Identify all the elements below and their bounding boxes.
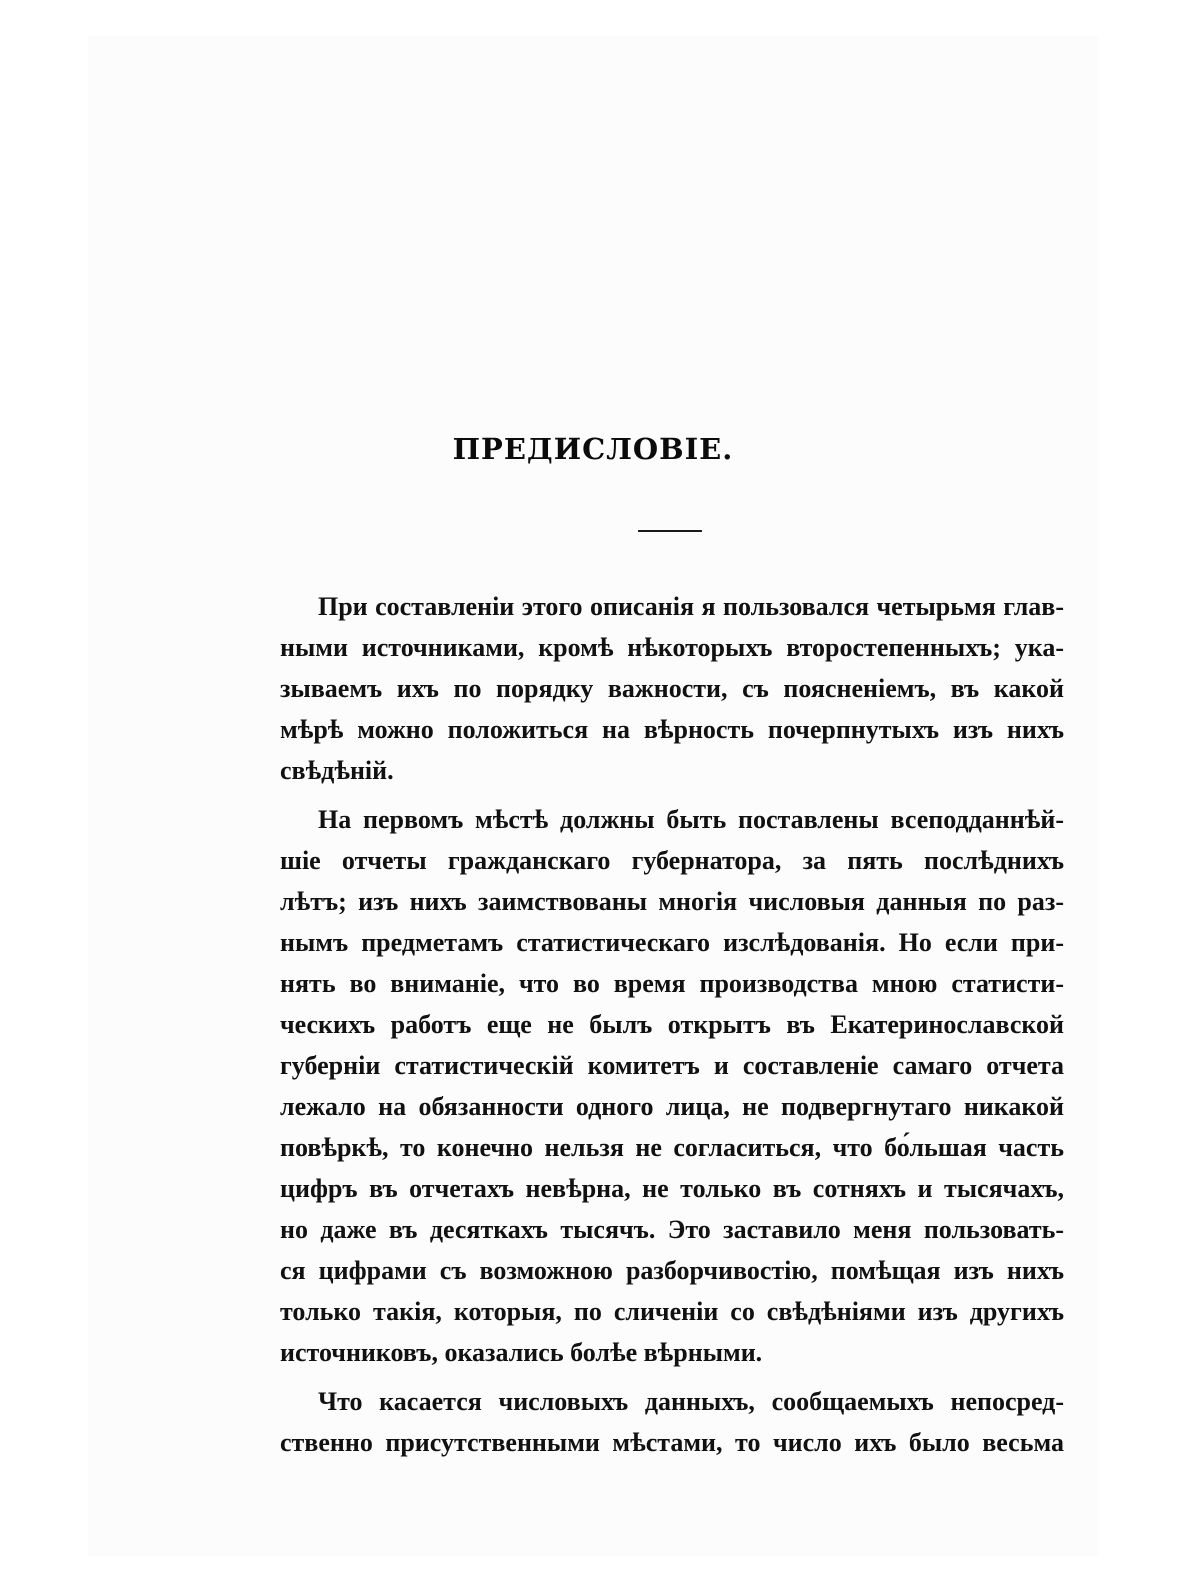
text-line: мѣрѣ можно положиться на вѣрность почерпнутыхъ изъ нихъ — [280, 715, 1064, 744]
body-text — [280, 586, 1064, 1463]
paragraph-gap — [280, 791, 1064, 799]
paragraph-gap — [280, 1373, 1064, 1381]
text-line: нымъ предметамъ статистическаго изслѣдованія. Но если при- — [280, 928, 1064, 957]
text-line: Что касается числовыхъ данныхъ, сообщаемыхъ непосред- — [318, 1387, 1064, 1416]
text-line: свѣдѣній. — [280, 756, 394, 785]
title-rule — [638, 530, 702, 532]
paragraph — [280, 1381, 1064, 1463]
text-line: При составленіи этого описанія я пользовался четырьмя глав- — [318, 592, 1064, 621]
text-line: цифръ въ отчетахъ невѣрна, не только въ сотняхъ и тысячахъ, — [280, 1174, 1064, 1203]
text-line: ческихъ работъ еще не былъ открытъ въ Екатеринославской — [280, 1010, 1064, 1039]
document-page — [88, 36, 1098, 1556]
text-line: источниковъ, оказались болѣе вѣрными. — [280, 1338, 763, 1367]
paragraph — [280, 799, 1064, 1373]
text-line: только такія, которыя, по сличеніи со свѣдѣніями изъ другихъ — [280, 1297, 1064, 1326]
text-line: ственно присутственными мѣстами, то число ихъ было весьма — [280, 1428, 1064, 1457]
text-line: На первомъ мѣстѣ должны быть поставлены всеподданнѣй- — [318, 805, 1064, 834]
text-line: ными источниками, кромѣ нѣкоторыхъ второстепенныхъ; ука- — [280, 633, 1064, 662]
text-line: зываемъ ихъ по порядку важности, съ поясненіемъ, въ какой — [280, 674, 1064, 703]
text-line: лежало на обязанности одного лица, не подвергнутаго никакой — [280, 1092, 1064, 1121]
page-title: ПРЕДИСЛОВІЕ. — [452, 432, 734, 466]
text-line: повѣркѣ, то конечно нельзя не согласиться, что бо́льшая часть — [280, 1133, 1064, 1162]
text-line: лѣтъ; изъ нихъ заимствованы многія числовыя данныя по раз- — [280, 887, 1064, 916]
text-line: шіе отчеты гражданскаго губернатора, за пять послѣднихъ — [280, 846, 1064, 875]
text-line: губерніи статистическій комитетъ и составленіе самаго отчета — [280, 1051, 1064, 1080]
text-line: нять во вниманіе, что во время производства мною статисти- — [280, 969, 1064, 998]
text-line: но даже въ десяткахъ тысячъ. Это заставило меня пользовать- — [280, 1215, 1064, 1244]
text-line: ся цифрами съ возможною разборчивостію, помѣщая изъ нихъ — [280, 1256, 1064, 1285]
paragraph — [280, 586, 1064, 791]
